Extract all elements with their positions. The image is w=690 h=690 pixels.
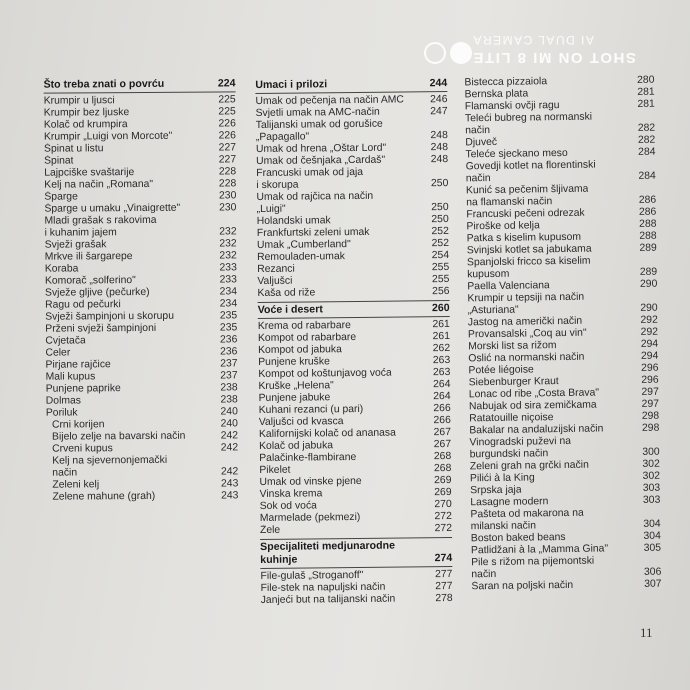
entry-title: Krumpir u tepsiji na način „Asturiana" [467, 291, 585, 317]
entry-page: 248 [430, 142, 449, 154]
entry-title: Bernska plata [464, 88, 529, 101]
entry-title: Šaran na poljski način [471, 579, 574, 593]
entry-title: Crni korijen [51, 419, 105, 431]
entry-page: 250 [431, 214, 449, 226]
section-title: Što treba znati o povrću [43, 77, 165, 91]
entry-title: Remouladen-umak [257, 251, 345, 264]
entry-page: 243 [221, 490, 239, 502]
entry-title: Lasagne modern [470, 496, 549, 509]
entry-title: Bakalar na andaluzijski način [469, 423, 604, 437]
entry-title: Svježi šampinjoni u skorupu [45, 310, 175, 323]
entry-title: Kalifornijski kolač od ananasa [258, 427, 396, 440]
entry-title: Umak od hrena „Oštar Lord" [255, 142, 387, 156]
entry-page: 272 [434, 522, 453, 535]
entry-page: 252 [431, 238, 450, 250]
toc-entry [46, 454, 238, 479]
entry-title: Punjene kruške [258, 356, 330, 369]
entry-title: Kelj na sjevernonjemački način [52, 454, 168, 479]
entry-page: 267 [433, 426, 452, 439]
toc-entry [256, 166, 448, 192]
entry-title: Špinat [44, 155, 74, 167]
entry-page: 298 [641, 410, 660, 422]
entry-title: Teleće sjeckano meso [465, 147, 568, 161]
toc-list [464, 75, 661, 594]
entry-title: Vinogradski puževi na burgundski način [469, 435, 572, 461]
entry-page: 282 [637, 122, 656, 134]
entry-page: 262 [432, 342, 451, 355]
entry-title: Palačinke-flambirane [259, 451, 357, 464]
entry-title: Šparge [44, 191, 78, 203]
entry-title: Pile s rižom na pijemontski način [471, 555, 595, 581]
entry-title: File-stek na napuljski način [260, 581, 386, 594]
entry-page: 236 [220, 346, 238, 358]
entry-page: 294 [640, 338, 659, 350]
entry-title: Umak od pečenja na način AMC [255, 94, 404, 108]
camera-lens-icon [424, 37, 476, 64]
section-heading [260, 537, 452, 569]
entry-title: Rezanci [257, 263, 295, 276]
toc-entry [471, 555, 661, 582]
entry-page: 296 [641, 362, 659, 374]
entry-page: 269 [434, 474, 452, 487]
entry-page: 304 [643, 530, 661, 542]
entry-page: 242 [220, 442, 239, 454]
entry-title: Francuski pečeni odrezak [466, 207, 585, 221]
entry-page: 264 [433, 378, 451, 391]
toc-entry [470, 507, 660, 534]
entry-title: Bijelo zelje na bavarski način [51, 430, 186, 443]
entry-title: Flamanski ovčji ragu [464, 100, 560, 113]
entry-page: 292 [640, 326, 659, 338]
toc-entry [46, 490, 238, 503]
entry-page: 297 [641, 386, 659, 398]
entry-title: Srpska jaja [470, 484, 522, 497]
entry-page: 261 [432, 330, 451, 343]
entry-page: 228 [218, 166, 237, 178]
entry-title: Patka s kiselim kupusom [466, 231, 582, 245]
section-page: 224 [217, 77, 236, 90]
entry-title: Umak od vinske pjene [259, 475, 362, 488]
entry-title: Boston baked beans [470, 531, 566, 545]
entry-title: Komorač „solferino" [44, 275, 136, 287]
entry-page: 277 [435, 568, 453, 581]
entry-title: Krumpir bez ljuske [43, 107, 130, 119]
entry-title: Krumpir u ljusci [43, 95, 115, 107]
toc-column-3 [464, 75, 661, 594]
entry-page: 248 [430, 130, 448, 142]
toc-entry [469, 435, 659, 462]
entry-page: 282 [637, 134, 656, 146]
entry-title: Umak od rajčica na način „Luigi" [256, 190, 374, 216]
toc-entry [261, 593, 453, 607]
entry-page: 266 [433, 414, 451, 427]
entry-title: Umak „Cumberland" [256, 239, 351, 252]
entry-page: 278 [435, 592, 453, 605]
entry-title: Govedji kotlet na florentinski način [465, 159, 596, 185]
toc-entry [467, 291, 657, 318]
entry-page: 267 [433, 438, 452, 451]
section-heading [258, 300, 450, 319]
entry-page: 302 [642, 470, 661, 482]
entry-page: 284 [638, 170, 656, 182]
toc-entry [471, 579, 661, 594]
entry-page: 232 [219, 226, 237, 238]
section-title: Voće i desert [257, 303, 323, 317]
toc-entry [467, 255, 657, 282]
watermark-line2: AI DUAL CAMERA [472, 33, 594, 47]
entry-title: Marmelade (pekmezi) [259, 511, 361, 524]
entry-page: 256 [432, 285, 450, 298]
entry-page: 261 [432, 318, 450, 331]
entry-title: Prženi svježi šampinjoni [45, 322, 157, 335]
entry-title: Kolač od jabuka [259, 440, 334, 452]
entry-title: Kuhani rezanci (u pari) [258, 403, 364, 417]
toc-column-1 [44, 77, 239, 503]
entry-page: 236 [219, 334, 238, 346]
entry-page: 268 [433, 450, 452, 463]
entry-title: Krema od rabarbare [257, 320, 351, 333]
entry-title: Paella Valenciana [467, 280, 550, 293]
section-heading [255, 77, 447, 94]
entry-page: 243 [220, 478, 239, 490]
entry-page: 230 [219, 202, 237, 214]
entry-title: Svinjski kotlet sa jabukama [466, 243, 592, 257]
toc-list [255, 94, 449, 300]
entry-title: Nabujak od sira zemičkama [468, 399, 597, 413]
entry-page: 235 [219, 310, 238, 322]
entry-page: 248 [430, 154, 449, 166]
entry-page: 263 [432, 354, 451, 367]
entry-page: 280 [637, 74, 655, 86]
entry-title: Lonac od ribe „Costa Brava" [468, 387, 600, 401]
entry-page: 230 [218, 190, 237, 202]
entry-title: Jastog na američki način [467, 315, 583, 329]
entry-page: 232 [219, 238, 237, 250]
entry-title: Mali kupus [45, 371, 96, 383]
entry-title: Janjeći but na talijanski način [260, 593, 396, 606]
entry-title: Vinska krema [259, 488, 323, 500]
toc-entry [44, 214, 236, 239]
entry-title: Valjušci [257, 275, 293, 288]
entry-title: Kruške „Helena" [258, 380, 334, 393]
entry-title: Patlidžani à la „Mamma Gina" [470, 543, 609, 557]
toc-entry [466, 183, 656, 210]
lens-outline-icon [424, 42, 446, 64]
entry-title: Mrkve ili šargarepe [44, 251, 133, 263]
entry-page: 286 [638, 194, 657, 206]
entry-page: 290 [639, 278, 658, 290]
entry-page: 238 [220, 382, 238, 394]
entry-page: 289 [639, 266, 658, 278]
entry-title: Zeleni kelj [52, 479, 100, 491]
entry-page: 289 [639, 242, 657, 254]
entry-page: 303 [642, 494, 661, 506]
entry-page: 240 [220, 406, 238, 418]
toc-entry [466, 159, 656, 186]
entry-title: Kompot od koštunjavog voća [258, 367, 392, 381]
entry-page: 268 [433, 462, 452, 475]
entry-page: 302 [642, 458, 660, 470]
entry-page: 264 [433, 390, 451, 403]
entry-page: 297 [641, 398, 660, 410]
entry-title: Talijanski umak od gorušice „Papagallo" [255, 118, 383, 144]
entry-page: 266 [433, 402, 451, 415]
entry-page: 252 [431, 226, 449, 238]
entry-title: Siebenburger Kraut [468, 376, 559, 389]
entry-page: 242 [220, 430, 239, 442]
entry-title: Umak od češnjaka „Čardaš" [256, 154, 386, 168]
entry-title: Lajpciške svaštarije [44, 167, 135, 179]
entry-page: 269 [434, 486, 452, 499]
entry-title: Španjolski fricco sa kiselim kupusom [466, 255, 591, 281]
entry-page: 284 [638, 146, 656, 158]
section-page: 260 [431, 301, 450, 315]
entry-page: 238 [220, 394, 238, 406]
entry-page: 240 [220, 418, 238, 430]
entry-page: 294 [640, 350, 659, 362]
entry-title: Oslić na normanski način [468, 351, 585, 365]
entry-page: 286 [638, 206, 657, 218]
section-page: 274 [434, 551, 453, 565]
entry-page: 226 [218, 130, 236, 142]
entry-title: Pikelet [259, 464, 291, 476]
entry-page: 292 [640, 314, 658, 326]
entry-title: Krumpir „Luigi von Morcote" [43, 130, 173, 143]
entry-page: 228 [218, 178, 237, 190]
entry-page: 235 [219, 322, 238, 334]
entry-title: Celer [45, 347, 71, 359]
entry-title: Koraba [44, 263, 79, 275]
entry-title: Kompot od rabarbare [257, 331, 357, 345]
entry-title: Morski list sa rižom [468, 340, 557, 353]
entry-page: 255 [431, 273, 450, 286]
entry-title: Kaša od riže [257, 287, 316, 300]
entry-title: Kompot od jabuka [258, 344, 342, 357]
watermark-line1: SHOT ON MI 8 LITE [472, 49, 636, 66]
toc-entry [260, 523, 452, 537]
lens-filled-icon [450, 42, 472, 64]
entry-title: Pilići à la King [469, 472, 535, 485]
page-number: 11 [640, 625, 653, 640]
entry-title: Mladi grašak s rakovima i kuhanim jajem [44, 214, 157, 239]
entry-page: 270 [434, 498, 452, 511]
toc-entry [465, 111, 655, 138]
entry-page: 226 [218, 118, 236, 130]
entry-title: Teleći bubreg na normanski način [464, 111, 593, 137]
entry-title: Svjetli umak na AMC-način [255, 106, 380, 120]
toc-list [258, 319, 452, 537]
entry-title: Bistecca pizzaiola [464, 76, 548, 89]
entry-page: 303 [642, 482, 661, 494]
entry-title: Ratatouille niçoise [469, 412, 554, 425]
entry-title: Dolmas [45, 395, 82, 407]
toc-column-2 [255, 77, 453, 607]
entry-page: 242 [220, 466, 239, 478]
entry-page: 246 [430, 94, 448, 106]
entry-page: 304 [643, 518, 661, 530]
entry-page: 306 [643, 566, 662, 578]
entry-title: Potée liégoise [468, 364, 534, 377]
entry-title: Kelj na način „Romana" [44, 178, 154, 191]
entry-page: 298 [641, 422, 660, 434]
entry-title: File-gulaš „Stroganoff" [260, 569, 364, 582]
entry-title: Cvjetača [45, 335, 86, 347]
entry-title: Punjene paprike [45, 383, 121, 395]
toc-entry [257, 286, 449, 300]
entry-page: 227 [218, 142, 237, 154]
entry-title: Svježe gljive (pečurke) [44, 286, 150, 299]
toc-entry [256, 190, 448, 216]
entry-title: Valjušci od kvasca [258, 416, 344, 429]
toc-entry [256, 118, 448, 144]
toc-list [260, 569, 452, 607]
entry-page: 288 [639, 218, 657, 230]
entry-title: Kunić sa pečenim šljivama na flamanski način [465, 183, 589, 209]
entry-page: 237 [220, 370, 238, 382]
entry-page: 281 [637, 98, 655, 110]
entry-title: Djuveč [465, 136, 498, 149]
entry-page: 247 [430, 106, 448, 118]
entry-title: Zeleni grah na grčki način [469, 459, 589, 473]
entry-title: Piroške od kelja [466, 220, 540, 233]
entry-page: 272 [434, 510, 452, 523]
entry-title: Pašteta od makarona na milanski način [470, 507, 584, 533]
entry-title: Punjene jabuke [258, 392, 331, 405]
entry-page: 225 [218, 106, 236, 118]
entry-page: 250 [431, 202, 449, 214]
entry-page: 263 [432, 366, 451, 379]
entry-title: Ragu od pečurki [45, 299, 121, 311]
entry-page: 234 [219, 286, 238, 298]
entry-title: Francuski umak od jaja i skorupa [256, 166, 364, 192]
entry-page: 281 [637, 86, 655, 98]
entry-title: Kolač od krumpira [43, 119, 128, 131]
entry-title: Frankfurtski zeleni umak [256, 226, 370, 240]
entry-title: Poriluk [45, 407, 78, 419]
entry-page: 288 [639, 230, 657, 242]
entry-page: 255 [431, 261, 450, 274]
toc-list [44, 94, 239, 503]
section-title: Umaci i prilozi [255, 78, 328, 92]
entry-title: Želе [259, 524, 281, 536]
entry-page: 250 [430, 178, 449, 190]
entry-page: 307 [644, 578, 662, 590]
entry-page: 300 [642, 446, 660, 458]
entry-page: 237 [220, 358, 238, 370]
entry-page: 277 [435, 580, 453, 593]
entry-page: 233 [219, 274, 237, 286]
section-heading [44, 77, 236, 93]
section-page: 244 [429, 77, 448, 90]
entry-page: 296 [641, 374, 659, 386]
entry-title: Holandski umak [256, 215, 331, 228]
entry-title: Šparge u umaku „Vinaigrette" [44, 202, 181, 215]
entry-title: Špinat u listu [43, 143, 104, 155]
entry-title: Zelene mahune (grah) [52, 490, 156, 503]
camera-watermark [420, 24, 680, 74]
entry-page: 227 [218, 154, 237, 166]
entry-title: Provansalski „Coq au vin" [467, 327, 587, 341]
section-title: Specijaliteti medjunarodne kuhinje [260, 539, 396, 566]
entry-page: 233 [219, 262, 237, 274]
entry-page: 232 [219, 250, 237, 262]
entry-page: 305 [643, 542, 662, 554]
entry-page: 225 [218, 94, 236, 106]
entry-page: 290 [640, 302, 658, 314]
entry-title: Pirjane rajčice [45, 359, 111, 371]
entry-page: 234 [219, 298, 238, 310]
entry-page: 254 [431, 249, 450, 262]
entry-title: Sok od voća [259, 500, 317, 512]
entry-title: Svježi grašak [44, 239, 107, 251]
entry-title: Crveni kupus [52, 443, 113, 455]
